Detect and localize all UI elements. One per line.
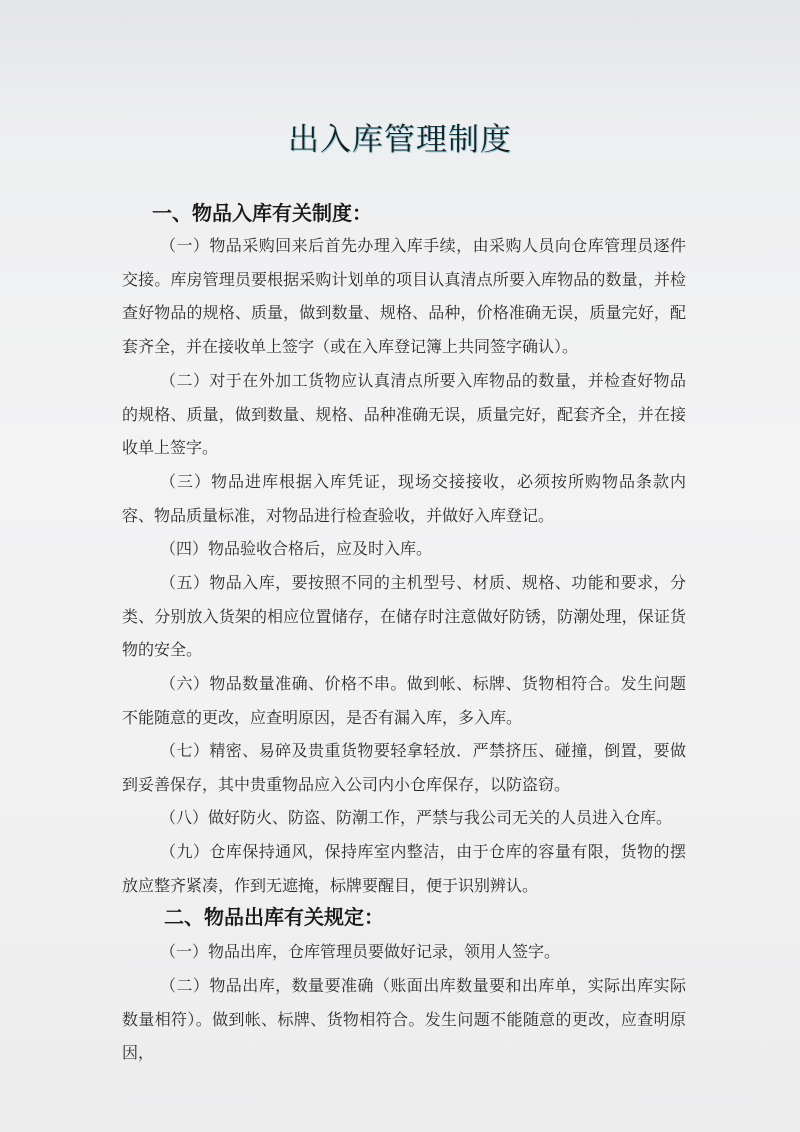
paragraph-inbound-8: （八）做好防火、防盗、防潮工作，严禁与我公司无关的人员进入仓库。 bbox=[160, 808, 673, 827]
section-heading-outbound: 二、物品出库有关规定： bbox=[164, 905, 384, 929]
paragraph-inbound-1: （一）物品采购回来后首先办理入库手续，由采购人员向仓库管理员逐件交接。库房管理员要根据采购计划单的项目认真清点所要入库物品的数量，并检查好物品的规格、质量，做到数量、规格、品种，价格准确无误，质量完好，配套齐全，并在接收单上签字（或在入库登记簿上共同签字确认）。 bbox=[122, 236, 686, 356]
paragraph-inbound-6: （六）物品数量准确、价格不串。做到帐、标牌、货物相符合。发生问题不能随意的更改，应查明原因，是否有漏入库，多入库。 bbox=[122, 674, 686, 727]
paragraph-inbound-5: （五）物品入库，要按照不同的主机型号、材质、规格、功能和要求，分类、分别放入货架的相应位置储存，在储存时注意做好防锈，防潮处理，保证货物的安全。 bbox=[122, 573, 686, 660]
paragraph-inbound-4: （四）物品验收合格后，应及时入库。 bbox=[160, 539, 433, 558]
paragraph-inbound-3: （三）物品进库根据入库凭证，现场交接接收，必须按所购物品条款内容、物品质量标准，对物品进行检查验收，并做好入库登记。 bbox=[122, 472, 686, 525]
paragraph-outbound-2: （二）物品出库，数量要准确（账面出库数量要和出库单，实际出库实际数量相符）。做到帐、标牌、货物相符合。发生问题不能随意的更改，应查明原因， bbox=[122, 976, 686, 1063]
paragraph-outbound-1: （一）物品出库，仓库管理员要做好记录，领用人签字。 bbox=[160, 942, 561, 961]
section-heading-inbound: 一、物品入库有关制度： bbox=[152, 201, 372, 225]
paragraph-inbound-9: （九）仓库保持通风，保持库室内整洁，由于仓库的容量有限，货物的摆放应整齐紧凑，作到无遮掩，标牌要醒目，便于识别辨认。 bbox=[122, 842, 686, 895]
paragraph-inbound-7: （七）精密、易碎及贵重货物要轻拿轻放．严禁挤压、碰撞，倒置，要做到妥善保存，其中贵重物品应入公司内小仓库保存，以防盗窃。 bbox=[122, 741, 686, 794]
document-title: 出入库管理制度 bbox=[288, 122, 512, 158]
paragraph-inbound-2: （二）对于在外加工货物应认真清点所要入库物品的数量，并检查好物品的规格、质量，做到数量、规格、品种准确无误，质量完好，配套齐全，并在接收单上签字。 bbox=[122, 371, 686, 458]
